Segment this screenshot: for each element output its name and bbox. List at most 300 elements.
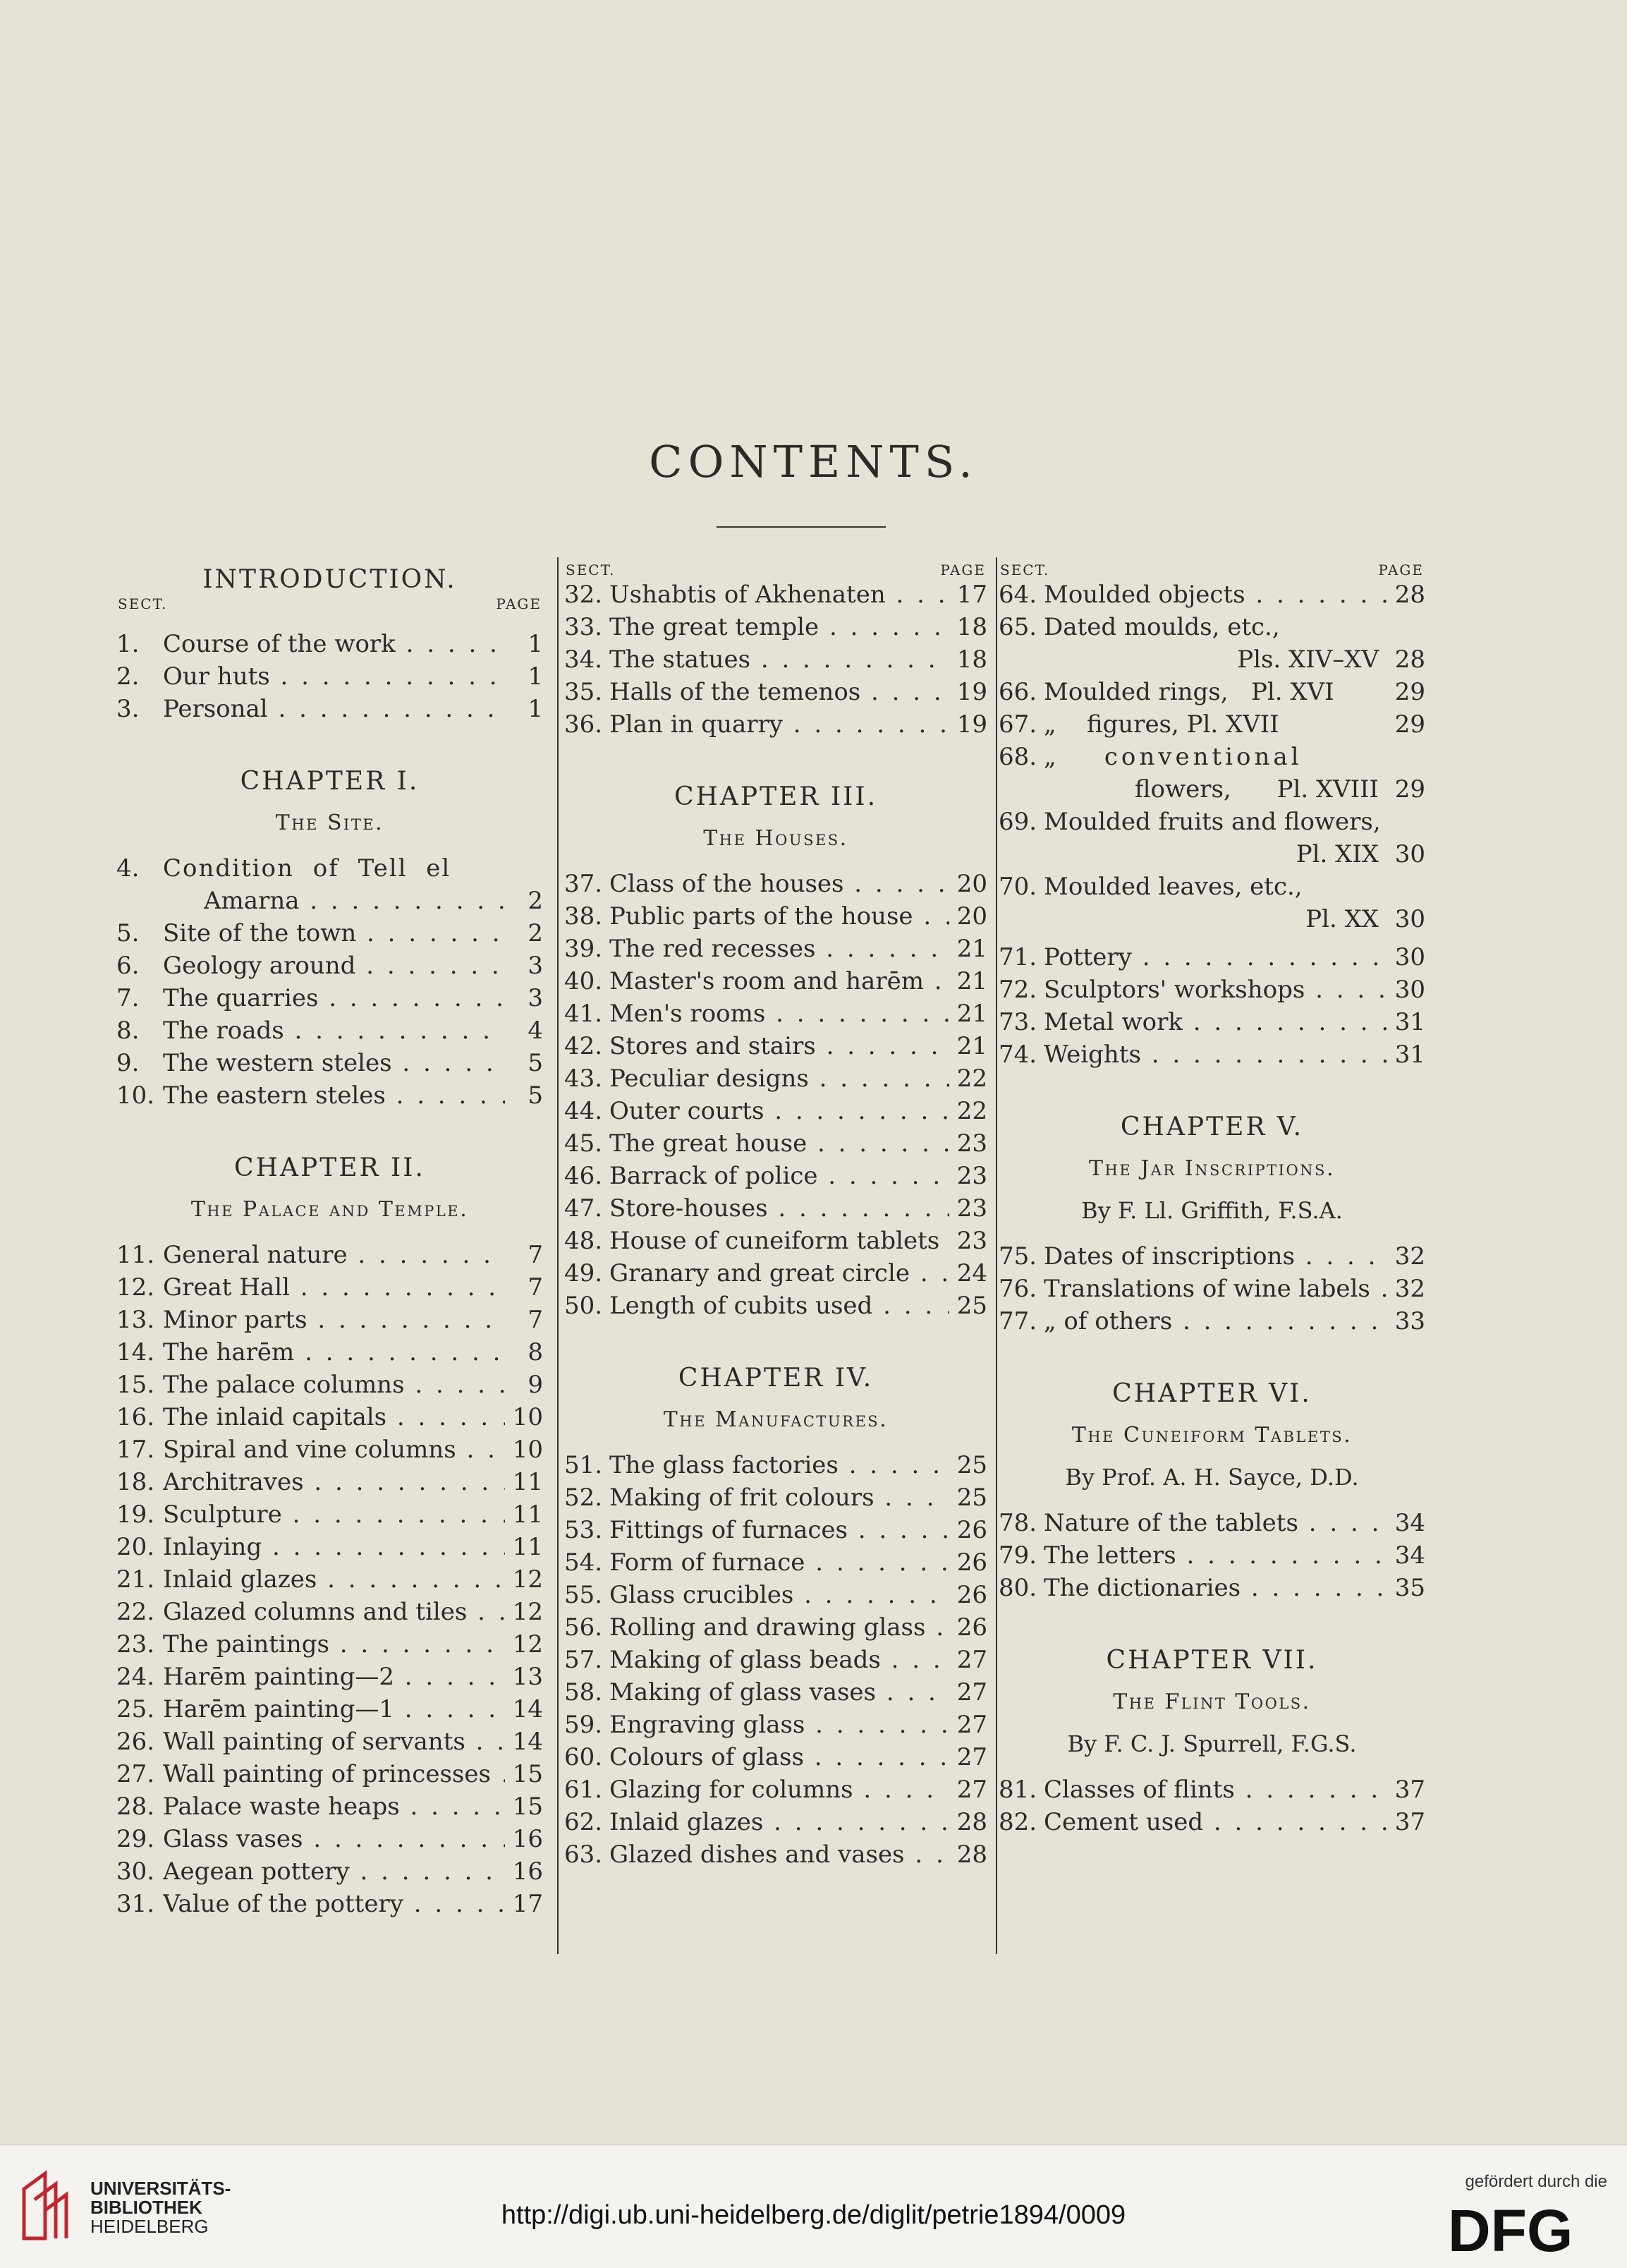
toc-entry: [116, 1239, 543, 1271]
section-title: Aegean pottery . .: [163, 1855, 505, 1888]
column-header: [564, 557, 987, 578]
page-number: 27: [956, 1646, 987, 1674]
section-title: Ushabtis of Akhenaten . .: [609, 578, 949, 611]
toc-entry: [116, 660, 543, 693]
page-number: 22: [956, 1097, 987, 1125]
page-number: 30: [1394, 943, 1425, 971]
sect-label: SECT.: [566, 562, 616, 578]
toc-entry: [564, 1709, 987, 1741]
section-number: 44.: [564, 1097, 603, 1125]
section-number: 25.: [116, 1695, 155, 1723]
page-number: 21: [956, 935, 987, 963]
section-title: Men's rooms . .: [609, 997, 949, 1030]
toc-entry: [564, 1546, 987, 1579]
section-number: 35.: [564, 678, 603, 706]
page-number: 23: [956, 1162, 987, 1190]
section-title: Plan in quarry . .: [609, 708, 949, 741]
page-number: 12: [512, 1565, 543, 1594]
section-number: 52.: [564, 1484, 603, 1512]
chapter-heading: CHAPTER III.: [674, 782, 878, 811]
section-title: Course of the work . .: [163, 628, 505, 660]
page-number: 35: [1394, 1574, 1425, 1602]
section-number: 7.: [116, 984, 140, 1012]
page-number: 25: [956, 1292, 987, 1320]
section-title: Rolling and drawing glass . .: [609, 1611, 949, 1644]
section-number: 8.: [116, 1017, 140, 1045]
section-title: Public parts of the house . .: [609, 900, 949, 933]
section-number: 71.: [999, 943, 1037, 971]
section-title: Palace waste heaps . .: [163, 1790, 505, 1823]
page-number: 5: [528, 1049, 543, 1077]
toc-entry: 67. „ figures, Pl. XVII 29: [999, 710, 1425, 739]
toc-entry: 64. Moulded objects . . 28: [999, 578, 1425, 611]
chapter-subtitle: The Cuneiform Tablets.: [1071, 1423, 1353, 1448]
section-title: Engraving glass . .: [609, 1709, 949, 1741]
page-number: 9: [528, 1371, 543, 1399]
chapter-subtitle: The Manufactures.: [663, 1407, 889, 1432]
toc-entry: [564, 1127, 987, 1160]
toc-entry: [999, 1539, 1425, 1572]
toc-entry: [564, 1773, 987, 1806]
section-number: 27.: [116, 1760, 155, 1788]
toc-entry: [116, 1628, 543, 1661]
page-number: 5: [528, 1081, 543, 1110]
section-number: 24.: [116, 1663, 155, 1691]
column-divider: [996, 557, 997, 1954]
section-number: 39.: [564, 935, 603, 963]
toc-entry: [564, 1741, 987, 1773]
toc-entry: [564, 868, 987, 900]
section-number: 56.: [564, 1613, 603, 1642]
page-number: 16: [512, 1825, 543, 1853]
page-number: 24: [956, 1259, 987, 1287]
section-number: 16.: [116, 1403, 155, 1431]
section-number: 11.: [116, 1241, 155, 1269]
chapter-5-list: [999, 1240, 1425, 1338]
section-title: General nature . .: [163, 1239, 505, 1271]
toc-entry: [564, 1160, 987, 1192]
section-title: Form of furnace . .: [609, 1546, 949, 1579]
section-title: Architraves . .: [163, 1466, 505, 1498]
section-title: Great Hall . .: [163, 1271, 505, 1304]
page-number: 14: [512, 1728, 543, 1756]
section-title: The palace columns . .: [163, 1369, 505, 1401]
section-number: 17.: [116, 1436, 155, 1464]
column-divider: [557, 557, 559, 1954]
section-title: Barrack of police . .: [609, 1160, 949, 1192]
toc-entry: [999, 1006, 1425, 1038]
section-title: Colours of glass . .: [609, 1741, 949, 1773]
chapter-4-final-list: [999, 941, 1425, 1071]
section-title: Making of glass beads . .: [609, 1644, 949, 1676]
page-number: 10: [512, 1436, 543, 1464]
chapter-author: By F. C. J. Spurrell, F.G.S.: [1067, 1730, 1357, 1757]
section-title: Cement used . .: [1044, 1806, 1387, 1838]
toc-entry: [564, 997, 987, 1030]
toc-entry: 70. Moulded leaves, etc.,: [999, 873, 1303, 901]
section-title: The red recesses . .: [609, 933, 949, 965]
section-title: Translations of wine labels . .: [1044, 1273, 1387, 1305]
section-number: 21.: [116, 1565, 155, 1594]
chapter-subtitle: The Site.: [275, 811, 384, 835]
section-number: 3.: [116, 695, 140, 723]
section-title: Spiral and vine columns . .: [163, 1433, 505, 1466]
toc-entry: [999, 1572, 1425, 1604]
section-title: Site of the town . .: [163, 917, 505, 950]
section-title: Our huts . .: [163, 660, 505, 693]
section-title: Dates of inscriptions . .: [1044, 1240, 1387, 1273]
page-number: 26: [956, 1548, 987, 1577]
page-number: 13: [512, 1663, 543, 1691]
chapter-subtitle: The Houses.: [703, 826, 848, 851]
page-number: 32: [1394, 1242, 1425, 1271]
page-number: 20: [956, 870, 987, 898]
toc-entry: [116, 1790, 543, 1823]
toc-entry: [564, 1062, 987, 1095]
toc-entry: [116, 1369, 543, 1401]
section-number: 5.: [116, 919, 140, 947]
page-number: 7: [528, 1306, 543, 1334]
section-number: 63.: [564, 1841, 603, 1869]
page-number: 15: [512, 1793, 543, 1821]
section-title: Halls of the temenos . .: [609, 676, 949, 708]
section-number: 6.: [116, 952, 140, 980]
page-number: 3: [528, 952, 543, 980]
toc-entry: [116, 1014, 543, 1047]
section-title: Minor parts . .: [163, 1304, 505, 1336]
section-number: 46.: [564, 1162, 603, 1190]
chapter-subtitle: The Flint Tools.: [1113, 1690, 1311, 1714]
toc-entry: [116, 1758, 543, 1790]
toc-entry: [116, 693, 543, 725]
section-title: Glazing for columns . .: [609, 1773, 949, 1806]
page-title: CONTENTS.: [649, 436, 978, 487]
section-number: 49.: [564, 1259, 603, 1287]
section-number: 81.: [999, 1776, 1037, 1804]
section-number: 40.: [564, 967, 603, 995]
section-title: Glass crucibles . .: [609, 1579, 949, 1611]
section-number: 61.: [564, 1776, 603, 1804]
section-title: Making of frit colours . .: [609, 1481, 949, 1514]
section-title: Store-houses . .: [609, 1192, 949, 1225]
page-number: 28: [956, 1841, 987, 1869]
section-title: Inlaying . .: [163, 1531, 505, 1563]
section-number: 50.: [564, 1292, 603, 1320]
page-number: 16: [512, 1857, 543, 1886]
page-number: 37: [1394, 1808, 1425, 1836]
toc-entry: [564, 1225, 987, 1257]
section-number: 41.: [564, 1000, 603, 1028]
toc-entry: [564, 1449, 987, 1481]
section-number: 26.: [116, 1728, 155, 1756]
toc-entry: [116, 1433, 543, 1466]
chapter-4-list: [564, 1449, 987, 1871]
dfg-logo-icon: [1445, 2202, 1607, 2257]
section-title: Outer courts . .: [609, 1095, 949, 1127]
section-number: 20.: [116, 1533, 155, 1561]
toc-entry: [116, 1661, 543, 1693]
page-number: 27: [956, 1776, 987, 1804]
section-title: Wall painting of servants . .: [163, 1726, 505, 1758]
section-number: 79.: [999, 1541, 1037, 1570]
toc-entry: [564, 1579, 987, 1611]
chapter-6-list: [999, 1507, 1425, 1604]
toc-entry-continuation: flowers, Pl. XVIII 29: [1134, 775, 1425, 803]
page-number: 28: [956, 1808, 987, 1836]
page-number: 11: [512, 1533, 543, 1561]
page-number: 10: [512, 1403, 543, 1431]
chapter-heading: CHAPTER VI.: [1112, 1379, 1312, 1408]
toc-entry: [564, 933, 987, 965]
section-number: 55.: [564, 1581, 603, 1609]
section-number: 78.: [999, 1509, 1037, 1537]
section-title: The great house . .: [609, 1127, 949, 1160]
toc-entry: [564, 1838, 987, 1871]
section-title: Harēm painting—1 . .: [163, 1693, 505, 1726]
section-number: 36.: [564, 710, 603, 739]
section-number: 59.: [564, 1711, 603, 1739]
page-number: 21: [956, 1032, 987, 1060]
section-number: 32.: [564, 581, 603, 609]
toc-entry: [116, 1823, 543, 1855]
chapter-heading: CHAPTER IV.: [678, 1364, 874, 1393]
page-number: 11: [512, 1500, 543, 1529]
toc-entry: [564, 708, 987, 741]
section-number: 29.: [116, 1825, 155, 1853]
section-title: Wall painting of princesses . .: [163, 1758, 505, 1790]
section-number: 12.: [116, 1273, 155, 1302]
section-number: 80.: [999, 1574, 1037, 1602]
section-title: The letters . .: [1044, 1539, 1387, 1572]
section-title: Glass vases . .: [163, 1823, 505, 1855]
section-title: „ of others . .: [1044, 1305, 1387, 1338]
permalink-url[interactable]: http://digi.ub.uni-heidelberg.de/diglit/petrie1894/0009: [501, 2200, 1126, 2230]
toc-entry: [999, 1773, 1425, 1806]
section-title: Geology around . .: [163, 950, 505, 982]
toc-entry: 69. Moulded fruits and flowers,: [999, 808, 1381, 836]
chapter-2-list: [116, 1239, 543, 1920]
section-title: Peculiar designs . .: [609, 1062, 949, 1095]
section-title: The harēm . .: [163, 1336, 505, 1369]
toc-entry: 68. „ conventional: [999, 743, 1303, 771]
section-number: 72.: [999, 976, 1037, 1004]
page-number: 1: [528, 695, 543, 723]
toc-entry: [116, 1531, 543, 1563]
section-title: Fittings of furnaces . .: [609, 1514, 949, 1546]
section-number: 51.: [564, 1451, 603, 1479]
toc-entry: [564, 1030, 987, 1062]
toc-entry: [564, 900, 987, 933]
page-number: 25: [956, 1451, 987, 1479]
chapter-subtitle: The Jar Inscriptions.: [1089, 1156, 1335, 1181]
section-number: 10.: [116, 1081, 155, 1110]
section-title: House of cuneiform tablets . .: [609, 1225, 949, 1257]
section-heading-introduction: INTRODUCTION.: [202, 565, 457, 594]
section-number: 34.: [564, 645, 603, 674]
contents-column-2: [564, 557, 987, 1871]
toc-entry: [999, 1305, 1425, 1338]
toc-entry: [116, 1563, 543, 1596]
section-number: 23.: [116, 1630, 155, 1658]
toc-entry-continuation: Pls. XIV–XV 28: [1237, 645, 1425, 674]
section-title: The quarries . .: [163, 982, 505, 1014]
toc-entry: [999, 1038, 1425, 1071]
section-number: 76.: [999, 1275, 1037, 1303]
page-number: 2: [528, 887, 543, 915]
section-number: 9.: [116, 1049, 140, 1077]
page-number: 14: [512, 1695, 543, 1723]
section-title: The statues . .: [609, 643, 949, 676]
chapter-heading: CHAPTER V.: [1120, 1112, 1304, 1141]
intro-list: [116, 628, 543, 725]
contents-column-3: [999, 557, 1425, 1838]
page-number: 37: [1394, 1776, 1425, 1804]
toc-entry: [116, 1596, 543, 1628]
page-number: 34: [1394, 1541, 1425, 1570]
toc-entry: [116, 885, 543, 917]
section-title: Personal . .: [163, 693, 505, 725]
chapter-author: By Prof. A. H. Sayce, D.D.: [1065, 1464, 1359, 1491]
section-title: The glass factories . .: [609, 1449, 949, 1481]
chapter-3-list: [564, 868, 987, 1322]
page-number: 23: [956, 1227, 987, 1255]
section-title: Classes of flints . .: [1044, 1773, 1387, 1806]
dfg-logo-text: DFG: [1448, 2202, 1573, 2257]
section-title: Inlaid glazes . .: [609, 1806, 949, 1838]
page-number: 21: [956, 967, 987, 995]
toc-entry: [564, 611, 987, 643]
section-number: 18.: [116, 1468, 155, 1496]
section-number: 45.: [564, 1129, 603, 1158]
toc-entry: [116, 1726, 543, 1758]
contents-column-1: [116, 557, 543, 1920]
page-number: 27: [956, 1743, 987, 1771]
chapter-heading: CHAPTER VII.: [1106, 1646, 1318, 1675]
page-number: 34: [1394, 1509, 1425, 1537]
section-number: 82.: [999, 1808, 1037, 1836]
toc-entry: 66. Moulded rings, Pl. XVI 29: [999, 678, 1425, 706]
section-title: The inlaid capitals . .: [163, 1401, 505, 1433]
toc-entry-continuation: Pl. XIX 30: [1296, 840, 1425, 868]
section-number: 15.: [116, 1371, 155, 1399]
section-number: 62.: [564, 1808, 603, 1836]
page-number: 12: [512, 1598, 543, 1626]
toc-entry: [116, 1466, 543, 1498]
sect-label: SECT.: [118, 595, 168, 612]
library-name: UNIVERSITÄTS- BIBLIOTHEK HEIDELBERG: [90, 2178, 231, 2237]
toc-entry: [116, 628, 543, 660]
section-title: Sculpture . .: [163, 1498, 505, 1531]
toc-entry: [116, 1401, 543, 1433]
page-number: 2: [528, 919, 543, 947]
section-title: Class of the houses . .: [609, 868, 949, 900]
section-title: Glazed columns and tiles . .: [163, 1596, 505, 1628]
chapter-7-list: [999, 1773, 1425, 1838]
section-number: 47.: [564, 1194, 603, 1223]
funding-note: gefördert durch die: [1465, 2172, 1607, 2191]
section-title: Glazed dishes and vases . .: [609, 1838, 949, 1871]
section-title: Weights . .: [1044, 1038, 1387, 1071]
toc-entry: [564, 643, 987, 676]
page-number: 11: [512, 1468, 543, 1496]
section-title: Making of glass vases . .: [609, 1676, 949, 1709]
page-number: 12: [512, 1630, 543, 1658]
toc-entry: [116, 917, 543, 950]
toc-entry: [564, 1095, 987, 1127]
page-number: 15: [512, 1760, 543, 1788]
page-number: 17: [956, 581, 987, 609]
page-number: 23: [956, 1129, 987, 1158]
page-number: 1: [528, 630, 543, 658]
page-number: 32: [1394, 1275, 1425, 1303]
section-number: 48.: [564, 1227, 603, 1255]
section-number: 38.: [564, 902, 603, 930]
page-label: PAGE: [1378, 562, 1424, 578]
section-number: 31.: [116, 1890, 155, 1918]
toc-entry: [116, 1693, 543, 1726]
section-number: 13.: [116, 1306, 155, 1334]
toc-entry: [564, 1644, 987, 1676]
page-label: PAGE: [940, 562, 986, 578]
page-number: 20: [956, 902, 987, 930]
toc-entry: [564, 676, 987, 708]
footer-bar: [0, 2145, 1627, 2268]
section-number: 77.: [999, 1307, 1037, 1335]
chapter-heading: CHAPTER II.: [234, 1153, 425, 1182]
page-number: 26: [956, 1516, 987, 1544]
section-title: Pottery . .: [1044, 941, 1387, 974]
page-number: 23: [956, 1194, 987, 1223]
section-number: 1.: [116, 630, 140, 658]
toc-entry: [116, 1047, 543, 1079]
section-title: Value of the pottery . .: [163, 1888, 505, 1920]
title-rule: [717, 526, 886, 528]
chapter-2-continued-list: [564, 578, 987, 741]
page-number: 4: [528, 1017, 543, 1045]
page-number: 8: [528, 1338, 543, 1366]
column-header: [999, 557, 1425, 578]
page-number: 21: [956, 1000, 987, 1028]
section-number: 37.: [564, 870, 603, 898]
section-number: 19.: [116, 1500, 155, 1529]
section-number: 73.: [999, 1008, 1037, 1036]
section-number: 53.: [564, 1516, 603, 1544]
chapter-author: By F. Ll. Griffith, F.S.A.: [1081, 1197, 1343, 1224]
toc-entry: 65. Dated moulds, etc.,: [999, 613, 1280, 641]
page-number: 27: [956, 1678, 987, 1706]
page-number: 30: [1394, 976, 1425, 1004]
page-label: PAGE: [496, 595, 542, 612]
toc-entry: [999, 1240, 1425, 1273]
toc-entry-continuation: Pl. XX 30: [1305, 905, 1425, 933]
toc-entry: [999, 1273, 1425, 1305]
section-title: Metal work . .: [1044, 1006, 1387, 1038]
toc-entry: [564, 1192, 987, 1225]
page-number: 26: [956, 1613, 987, 1642]
section-title: Nature of the tablets . .: [1044, 1507, 1387, 1539]
toc-entry: [116, 1855, 543, 1888]
section-number: 75.: [999, 1242, 1037, 1271]
page-number: 7: [528, 1273, 543, 1302]
page-number: 17: [512, 1890, 543, 1918]
toc-entry: [116, 1271, 543, 1304]
toc-entry: [116, 1304, 543, 1336]
section-number: 54.: [564, 1548, 603, 1577]
toc-entry: [564, 1611, 987, 1644]
page-number: 25: [956, 1484, 987, 1512]
section-title: Granary and great circle . .: [609, 1257, 949, 1290]
section-title: Master's room and harēm . .: [609, 965, 949, 997]
